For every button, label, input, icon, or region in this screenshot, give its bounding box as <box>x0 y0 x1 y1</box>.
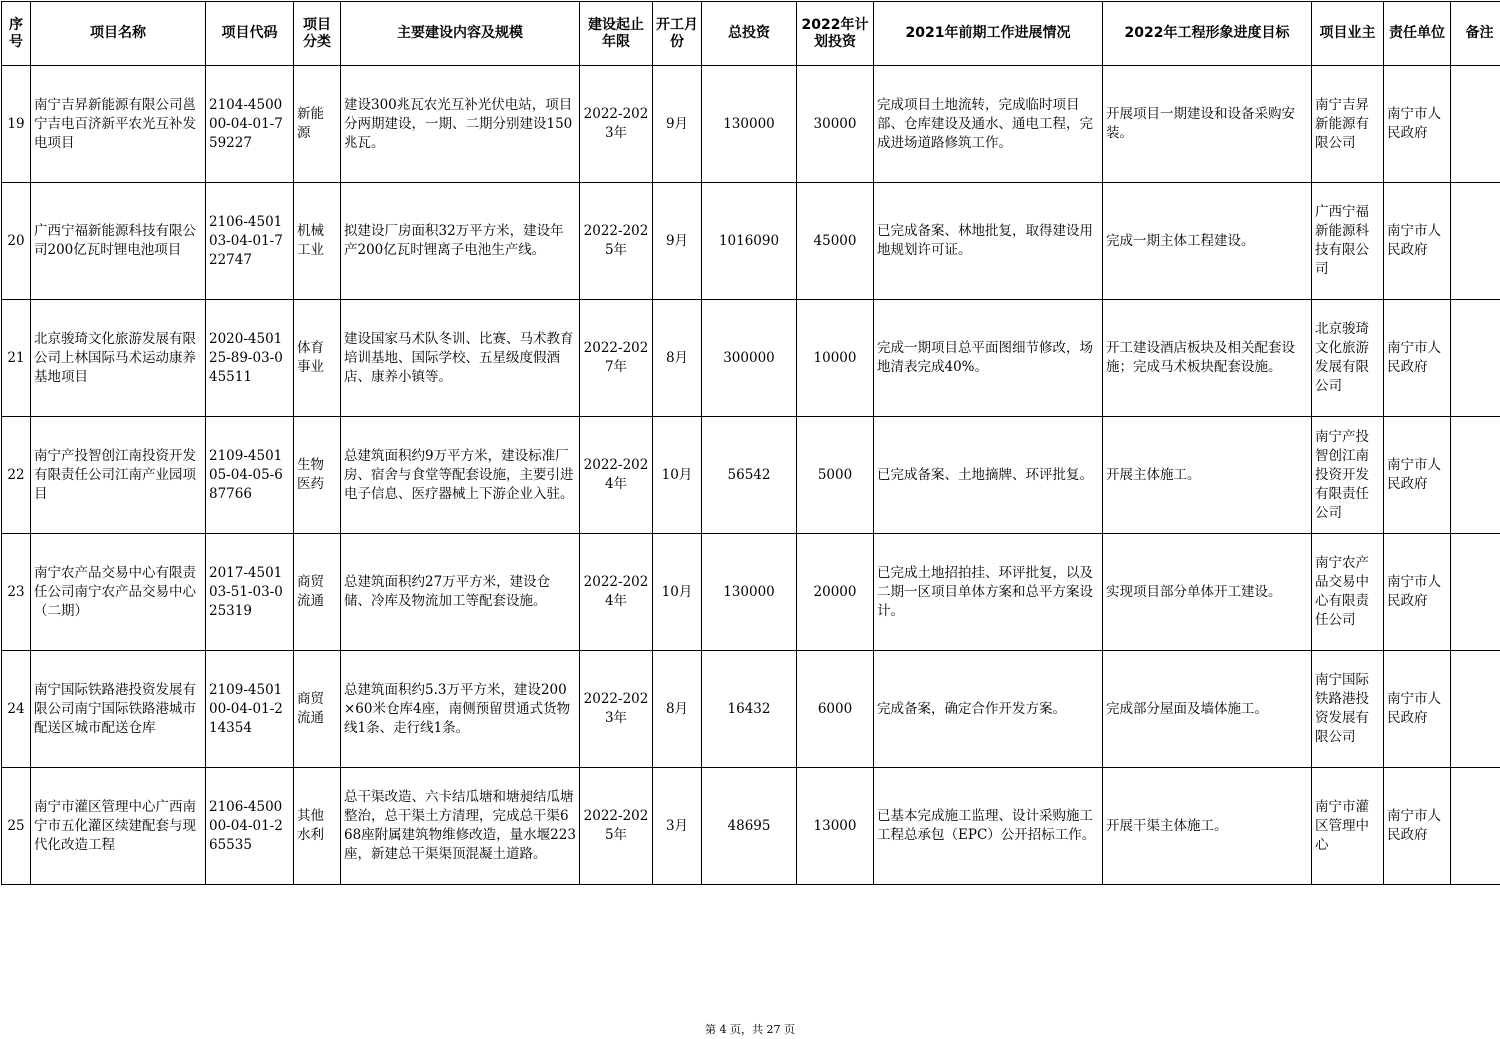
header-target-2022: 2022年工程形象进度目标 <box>1103 2 1312 66</box>
cell-category: 体育事业 <box>294 300 341 417</box>
cell-target-2022: 开工建设酒店板块及相关配套设施；完成马术板块配套设施。 <box>1103 300 1312 417</box>
cell-responsible: 南宁市人民政府 <box>1384 66 1451 183</box>
table-row <box>2 417 1500 534</box>
cell-progress-2021: 完成备案，确定合作开发方案。 <box>874 651 1103 768</box>
cell-progress-2021: 已基本完成施工监理、设计采购施工工程总承包（EPC）公开招标工作。 <box>874 768 1103 885</box>
cell-category: 机械工业 <box>294 183 341 300</box>
cell-progress-2021: 完成一期项目总平面图细节修改，场地清表完成40%。 <box>874 300 1103 417</box>
cell-owner: 南宁农产品交易中心有限责任公司 <box>1312 534 1384 651</box>
header-plan-invest: 2022年计划投资 <box>797 2 874 66</box>
cell-responsible: 南宁市人民政府 <box>1384 651 1451 768</box>
cell-target-2022: 开展主体施工。 <box>1103 417 1312 534</box>
cell-owner: 南宁市灌区管理中心 <box>1312 768 1384 885</box>
cell-target-2022: 完成一期主体工程建设。 <box>1103 183 1312 300</box>
cell-owner: 广西宁福新能源科技有限公司 <box>1312 183 1384 300</box>
cell-plan-invest: 6000 <box>797 651 874 768</box>
cell-progress-2021: 已完成土地招拍挂、环评批复，以及二期一区项目单体方案和总平方案设计。 <box>874 534 1103 651</box>
cell-project-name: 南宁市灌区管理中心广西南宁市五化灌区续建配套与现代化改造工程 <box>31 768 206 885</box>
cell-project-code: 2106-450000-04-01-265535 <box>206 768 294 885</box>
cell-project-name: 北京骏琦文化旅游发展有限公司上林国际马术运动康养基地项目 <box>31 300 206 417</box>
header-remark: 备注 <box>1451 2 1500 66</box>
cell-total-invest: 130000 <box>702 66 797 183</box>
header-row <box>2 2 1500 66</box>
cell-project-code: 2017-450103-51-03-025319 <box>206 534 294 651</box>
cell-start-month: 10月 <box>653 417 702 534</box>
project-table <box>1 1 1500 885</box>
cell-plan-invest: 30000 <box>797 66 874 183</box>
cell-plan-invest: 45000 <box>797 183 874 300</box>
cell-remark <box>1451 300 1500 417</box>
cell-construction-content: 拟建设厂房面积32万平方米，建设年产200亿瓦时锂离子电池生产线。 <box>341 183 580 300</box>
cell-remark <box>1451 66 1500 183</box>
cell-total-invest: 130000 <box>702 534 797 651</box>
cell-project-code: 2106-450103-04-01-722747 <box>206 183 294 300</box>
table-row <box>2 768 1500 885</box>
table-row <box>2 300 1500 417</box>
cell-responsible: 南宁市人民政府 <box>1384 534 1451 651</box>
cell-project-code: 2020-450125-89-03-045511 <box>206 300 294 417</box>
cell-target-2022: 开展干渠主体施工。 <box>1103 768 1312 885</box>
table-row <box>2 66 1500 183</box>
header-start-month: 开工月份 <box>653 2 702 66</box>
cell-responsible: 南宁市人民政府 <box>1384 768 1451 885</box>
cell-period: 2022-2024年 <box>580 534 653 651</box>
cell-owner: 南宁吉昇新能源有限公司 <box>1312 66 1384 183</box>
cell-period: 2022-2024年 <box>580 417 653 534</box>
cell-construction-content: 建设国家马术队冬训、比赛、马术教育培训基地、国际学校、五星级度假酒店、康养小镇等。 <box>341 300 580 417</box>
cell-progress-2021: 已完成备案、林地批复，取得建设用地规划许可证。 <box>874 183 1103 300</box>
header-owner: 项目业主 <box>1312 2 1384 66</box>
cell-remark <box>1451 417 1500 534</box>
header-content: 主要建设内容及规模 <box>341 2 580 66</box>
cell-project-code: 2109-450100-04-01-214354 <box>206 651 294 768</box>
cell-seq: 25 <box>2 768 31 885</box>
cell-progress-2021: 完成项目土地流转，完成临时项目部、仓库建设及通水、通电工程，完成进场道路修筑工作。 <box>874 66 1103 183</box>
cell-owner: 南宁国际铁路港投资发展有限公司 <box>1312 651 1384 768</box>
cell-remark <box>1451 768 1500 885</box>
page-number: 第 4 页，共 27 页 <box>705 1023 795 1036</box>
cell-start-month: 9月 <box>653 183 702 300</box>
cell-remark <box>1451 183 1500 300</box>
cell-start-month: 8月 <box>653 651 702 768</box>
cell-project-name: 南宁吉昇新能源有限公司邕宁吉电百济新平农光互补发电项目 <box>31 66 206 183</box>
cell-plan-invest: 13000 <box>797 768 874 885</box>
cell-period: 2022-2025年 <box>580 768 653 885</box>
cell-construction-content: 总建筑面积约27万平方米，建设仓储、冷库及物流加工等配套设施。 <box>341 534 580 651</box>
cell-responsible: 南宁市人民政府 <box>1384 300 1451 417</box>
cell-project-name: 广西宁福新能源科技有限公司200亿瓦时锂电池项目 <box>31 183 206 300</box>
cell-plan-invest: 5000 <box>797 417 874 534</box>
header-code: 项目代码 <box>206 2 294 66</box>
cell-category: 其他水利 <box>294 768 341 885</box>
header-total-invest: 总投资 <box>702 2 797 66</box>
header-name: 项目名称 <box>31 2 206 66</box>
cell-start-month: 10月 <box>653 534 702 651</box>
cell-category: 生物医药 <box>294 417 341 534</box>
cell-progress-2021: 已完成备案、土地摘牌、环评批复。 <box>874 417 1103 534</box>
cell-seq: 20 <box>2 183 31 300</box>
cell-start-month: 3月 <box>653 768 702 885</box>
cell-period: 2022-2025年 <box>580 183 653 300</box>
header-seq: 序号 <box>2 2 31 66</box>
cell-period: 2022-2023年 <box>580 66 653 183</box>
cell-category: 商贸流通 <box>294 534 341 651</box>
cell-total-invest: 300000 <box>702 300 797 417</box>
cell-construction-content: 总建筑面积约5.3万平方米，建设200×60米仓库4座，南侧预留贯通式货物线1条、走行线1条。 <box>341 651 580 768</box>
cell-construction-content: 总干渠改造、六卡结瓜塘和塘昶结瓜塘整治，总干渠土方清理，完成总干渠668座附属建筑物维修改造，量水堰223座，新建总干渠渠顶混凝土道路。 <box>341 768 580 885</box>
cell-target-2022: 开展项目一期建设和设备采购安装。 <box>1103 66 1312 183</box>
header-responsible: 责任单位 <box>1384 2 1451 66</box>
cell-seq: 24 <box>2 651 31 768</box>
table-row <box>2 183 1500 300</box>
cell-total-invest: 1016090 <box>702 183 797 300</box>
cell-construction-content: 建设300兆瓦农光互补光伏电站，项目分两期建设，一期、二期分别建设150兆瓦。 <box>341 66 580 183</box>
table-row <box>2 534 1500 651</box>
cell-responsible: 南宁市人民政府 <box>1384 183 1451 300</box>
cell-plan-invest: 10000 <box>797 300 874 417</box>
cell-remark <box>1451 534 1500 651</box>
header-progress-2021: 2021年前期工作进展情况 <box>874 2 1103 66</box>
cell-owner: 北京骏琦文化旅游发展有限公司 <box>1312 300 1384 417</box>
cell-category: 商贸流通 <box>294 651 341 768</box>
cell-total-invest: 56542 <box>702 417 797 534</box>
cell-total-invest: 16432 <box>702 651 797 768</box>
cell-project-name: 南宁农产品交易中心有限责任公司南宁农产品交易中心（二期） <box>31 534 206 651</box>
cell-seq: 19 <box>2 66 31 183</box>
cell-start-month: 8月 <box>653 300 702 417</box>
cell-start-month: 9月 <box>653 66 702 183</box>
cell-period: 2022-2023年 <box>580 651 653 768</box>
cell-category: 新能源 <box>294 66 341 183</box>
header-period: 建设起止年限 <box>580 2 653 66</box>
cell-seq: 23 <box>2 534 31 651</box>
cell-project-code: 2109-450105-04-05-687766 <box>206 417 294 534</box>
cell-remark <box>1451 651 1500 768</box>
cell-responsible: 南宁市人民政府 <box>1384 417 1451 534</box>
cell-owner: 南宁产投智创江南投资开发有限责任公司 <box>1312 417 1384 534</box>
cell-period: 2022-2027年 <box>580 300 653 417</box>
cell-target-2022: 实现项目部分单体开工建设。 <box>1103 534 1312 651</box>
table-row <box>2 651 1500 768</box>
cell-project-name: 南宁国际铁路港投资发展有限公司南宁国际铁路港城市配送区城市配送仓库 <box>31 651 206 768</box>
cell-seq: 21 <box>2 300 31 417</box>
cell-construction-content: 总建筑面积约9万平方米，建设标准厂房、宿舍与食堂等配套设施，主要引进电子信息、医疗器械上下游企业入驻。 <box>341 417 580 534</box>
cell-project-name: 南宁产投智创江南投资开发有限责任公司江南产业园项目 <box>31 417 206 534</box>
header-category: 项目分类 <box>294 2 341 66</box>
cell-seq: 22 <box>2 417 31 534</box>
cell-plan-invest: 20000 <box>797 534 874 651</box>
cell-project-code: 2104-450000-04-01-759227 <box>206 66 294 183</box>
cell-total-invest: 48695 <box>702 768 797 885</box>
cell-target-2022: 完成部分屋面及墙体施工。 <box>1103 651 1312 768</box>
